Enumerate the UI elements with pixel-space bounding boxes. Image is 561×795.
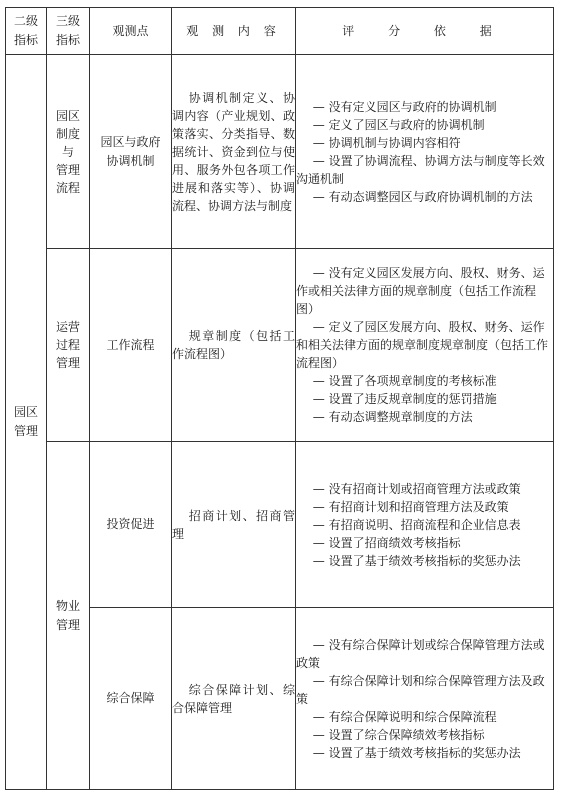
header-observation-point: 观测点 bbox=[90, 8, 172, 55]
basis-item: — 没有招商计划或招商管理方法或政策 bbox=[312, 481, 521, 496]
evaluation-basis-cell bbox=[296, 608, 554, 790]
basis-item: — 有动态调整园区与政府协调机制的方法 bbox=[312, 189, 533, 204]
basis-item: — 定义了园区发展方向、股权、财务、运作和相关法律方面的规章制度规章制度（包括工作流程图） bbox=[296, 320, 549, 370]
level2-cell: 园区 管理 bbox=[6, 55, 47, 790]
level3-cell-property: 物业 管理 bbox=[47, 442, 90, 790]
basis-item: — 有动态调整规章制度的方法 bbox=[312, 410, 473, 424]
observation-point-cell: 工作流程 bbox=[90, 249, 172, 442]
basis-item: — 设置了基于绩效考核指标的奖惩办法 bbox=[312, 553, 521, 568]
header-evaluation-basis: 评 分 依 据 bbox=[296, 8, 554, 55]
header-level2: 二级 指标 bbox=[6, 8, 47, 55]
basis-item: — 协调机制与协调内容相符 bbox=[312, 135, 461, 150]
observation-content-cell: 综合保障计划、综合保障管理 bbox=[172, 608, 296, 790]
header-observation-content: 观 测 内 容 bbox=[172, 8, 296, 55]
basis-item: — 设置了综合保障绩效考核指标 bbox=[312, 727, 485, 742]
observation-content-cell: 招商计划、招商管理 bbox=[172, 442, 296, 608]
evaluation-table bbox=[5, 7, 554, 790]
observation-content-cell: 协调机制定义、协调内容（产业规划、政策落实、分类指导、数据统计、资金到位与使用、服务外包各项工作进展和落实等）、协调流程、协调方法与制度 bbox=[172, 55, 296, 249]
basis-item: — 有招商计划和招商管理方法及政策 bbox=[312, 499, 509, 514]
basis-item: — 有综合保障说明和综合保障流程 bbox=[312, 709, 497, 724]
basis-item: — 定义了园区与政府的协调机制 bbox=[312, 117, 485, 132]
evaluation-basis-cell bbox=[296, 55, 554, 249]
observation-point-cell: 投资促进 bbox=[90, 442, 172, 608]
basis-item: — 设置了违反规章制度的惩罚措施 bbox=[312, 392, 497, 406]
basis-item: — 设置了协调流程、协调方法与制度等长效沟通机制 bbox=[296, 153, 545, 186]
table-row bbox=[6, 249, 554, 442]
basis-item: — 没有定义园区发展方向、股权、财务、运作或相关法律方面的规章制度（包括工作流程图） bbox=[296, 266, 545, 316]
table-row bbox=[6, 442, 554, 608]
evaluation-basis-cell bbox=[296, 442, 554, 608]
observation-point-cell: 综合保障 bbox=[90, 608, 172, 790]
observation-content-cell: 规章制度（包括工作流程图） bbox=[172, 249, 296, 442]
basis-item: — 有综合保障计划和综合保障管理方法及政策 bbox=[296, 673, 545, 706]
header-row bbox=[6, 8, 554, 55]
level3-cell-operation: 运营 过程 管理 bbox=[47, 249, 90, 442]
basis-item: — 设置了各项规章制度的考核标准 bbox=[312, 374, 497, 388]
basis-item: — 没有综合保障计划或综合保障管理方法或政策 bbox=[296, 637, 545, 670]
header-level3: 三级 指标 bbox=[47, 8, 90, 55]
observation-point-cell: 园区与政府 协调机制 bbox=[90, 55, 172, 249]
basis-item: — 有招商说明、招商流程和企业信息表 bbox=[312, 517, 521, 532]
table-row bbox=[6, 55, 554, 249]
basis-item: — 设置了招商绩效考核指标 bbox=[312, 535, 461, 550]
evaluation-basis-cell bbox=[296, 249, 554, 442]
basis-item: — 设置了基于绩效考核指标的奖惩办法 bbox=[312, 745, 521, 760]
level3-cell-park-system: 园区 制度 与 管理 流程 bbox=[47, 55, 90, 249]
basis-item: — 没有定义园区与政府的协调机制 bbox=[312, 99, 497, 114]
